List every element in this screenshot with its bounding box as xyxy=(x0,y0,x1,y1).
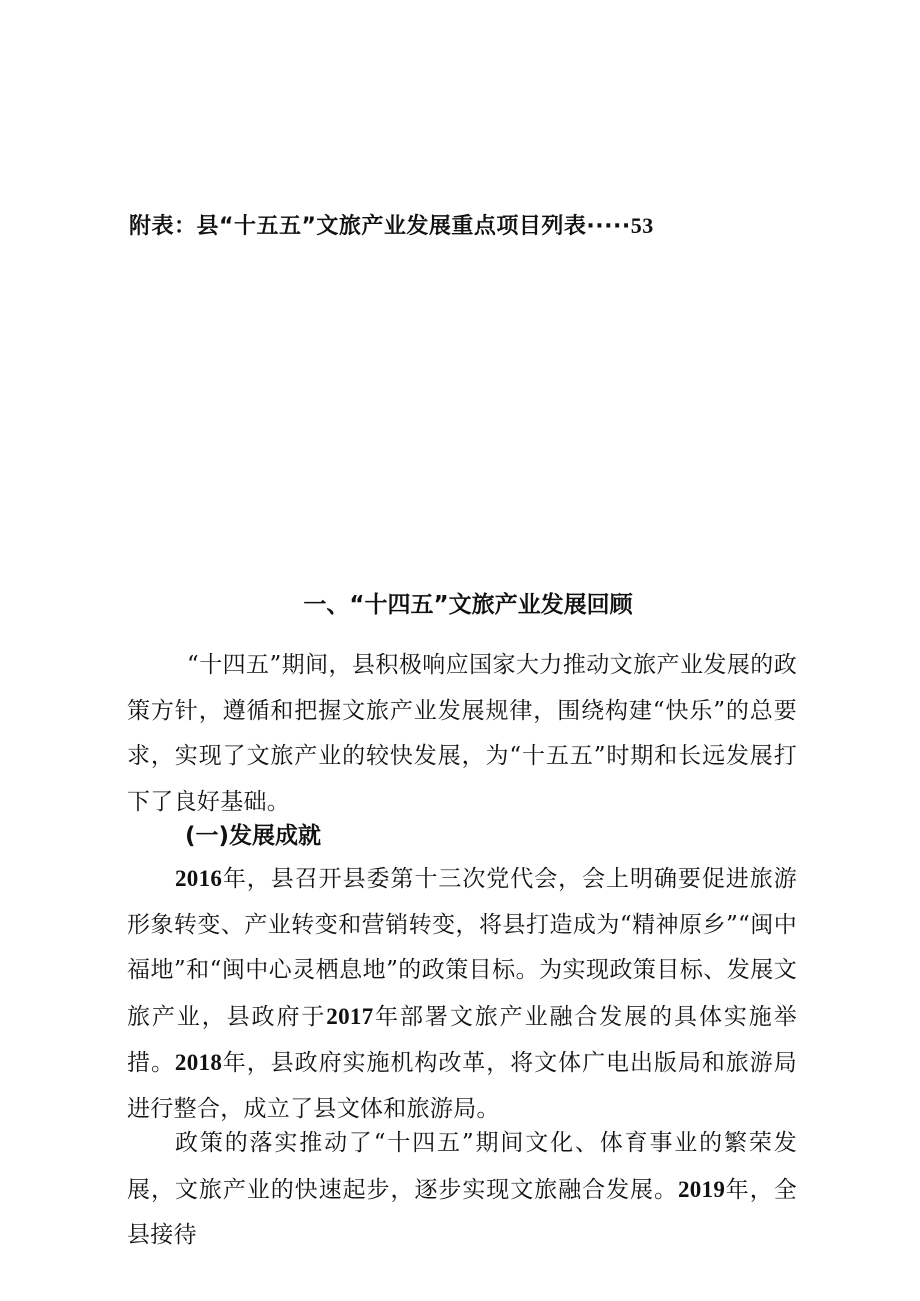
year-2016: 2016 xyxy=(175,866,223,891)
paragraph-text: 年部署文旅产业融合发展的具体实施举措。 xyxy=(127,1003,797,1076)
paragraph-text: 年，全县接待 xyxy=(127,1176,798,1248)
subsection-heading: (一)发展成就 xyxy=(185,823,322,849)
toc-page-number: 53 xyxy=(630,213,654,238)
paragraph-policy-results xyxy=(127,1121,797,1259)
paragraph-overview: “十四五”期间，县积极响应国家大力推动文旅产业发展的政策方针，遵循和把握文旅产业发展规律，围绕构建“快乐”的总要求，实现了文旅产业的较快发展，为“十五五”时期和长远发展打下了良好基础。 xyxy=(127,652,797,815)
year-2019: 2019 xyxy=(677,1176,726,1202)
toc-entry-appendix[interactable] xyxy=(129,207,654,246)
paragraph-text: 政策的落实推动了“十四五”期间文化、体育事业的繁荣发展，文旅产业的快速起步，逐步实现文旅融合发展。 xyxy=(127,1130,797,1203)
toc-entry-label: 附表：县“十五五”文旅产业发展重点项目列表····· xyxy=(129,214,631,239)
section-heading: 一、“十四五”文旅产业发展回顾 xyxy=(303,592,633,618)
paragraph-achievements xyxy=(127,856,797,1132)
paragraph-text: 年，县政府实施机构改革，将文体广电出版局和旅游局进行整合，成立了县文体和旅游局。 xyxy=(127,1050,798,1122)
year-2017: 2017 xyxy=(326,1003,374,1029)
paragraph-text: 年，县召开县委第十三次党代会，会上明确要促进旅游形象转变、产业转变和营销转变，将县打造成为“精神原乡”“闽中福地”和“闽中心灵栖息地”的政策目标。为实现政策目标、发展文旅产业，县政府于 xyxy=(127,866,797,1030)
year-2018: 2018 xyxy=(174,1050,223,1075)
